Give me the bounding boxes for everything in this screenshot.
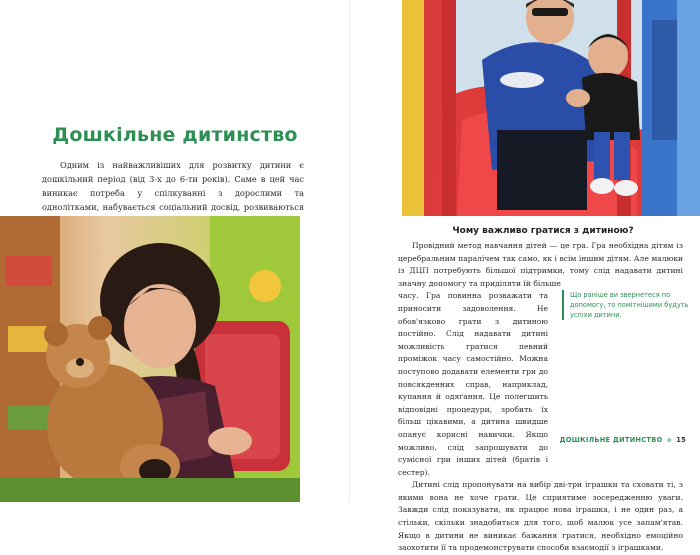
page-footer — [540, 436, 686, 444]
footer-section-label: ДОШКІЛЬНЕ ДИТИНСТВО — [559, 436, 663, 444]
paragraph-2: Дитині слід пропонувати на вибір дві-три іграшки та сховати ті, з якими вона не хоче грати. Це сприятиме зосередженню уваги. Завжди слід показувати, як працює нова іграшка, і не один раз, а стільки, скільки знадобиться для того, щоб малюк усе запам'ятав. Якщо в дитини не виникає бажання гратися, необхідно емоційно заохотити її та продемонструвати способи взаємодії з іграшками. — [398, 480, 683, 553]
left-page — [0, 0, 350, 502]
article-body — [398, 240, 683, 555]
section-heading: Чому важливо гратися з дитиною? — [452, 226, 634, 236]
paragraph-1a: Провідний метод навчання дітей — це гра. Гра необхідна дітям із церебральним паралічем так само, як і всім іншим дітям. Але малюки із ДЦП потребують більшої підтримки, тому слід надавати дитині значну допомогу та приділяти їй більше — [398, 241, 683, 288]
paragraph-1b: часу. Гра повинна розважати та приносити задоволення. Не обов'язково грати з дитиною постійно. Слід надавати дитині можливість гратися певний проміжок часу самостійно. Можна поступово додавати елементи гри до повсякденних справ, наприклад, купання й одягання. Це полегшить відповідні процедури, зробить їх більш цікавими, а дитина швидше опанує корисні навички. Якщо можливо, слід запрошувати до сумісної гри інших дітей (братів і сестер). — [398, 291, 548, 477]
page-number: 15 — [676, 436, 686, 444]
sidebar-tip: Що раніше ви звернетеся по допомогу, то помітнішими будуть успіхи дитини. — [562, 290, 694, 320]
diamond-icon: ◆ — [666, 436, 673, 444]
intro-paragraph: Одним із найважливіших для розвитку дитини є дошкільний період (від 3-х до 6-ти років). Саме в цей час виникає потреба у спілкуванні з дорослими та однолітками, набувається соціальний досвід, розвиваються — [42, 160, 304, 212]
photo-girl-with-teddy-bear — [0, 216, 300, 502]
photo-father-and-son-on-slide — [402, 0, 700, 216]
page-title: Дошкільне дитинство — [52, 124, 298, 146]
right-page — [350, 0, 700, 553]
